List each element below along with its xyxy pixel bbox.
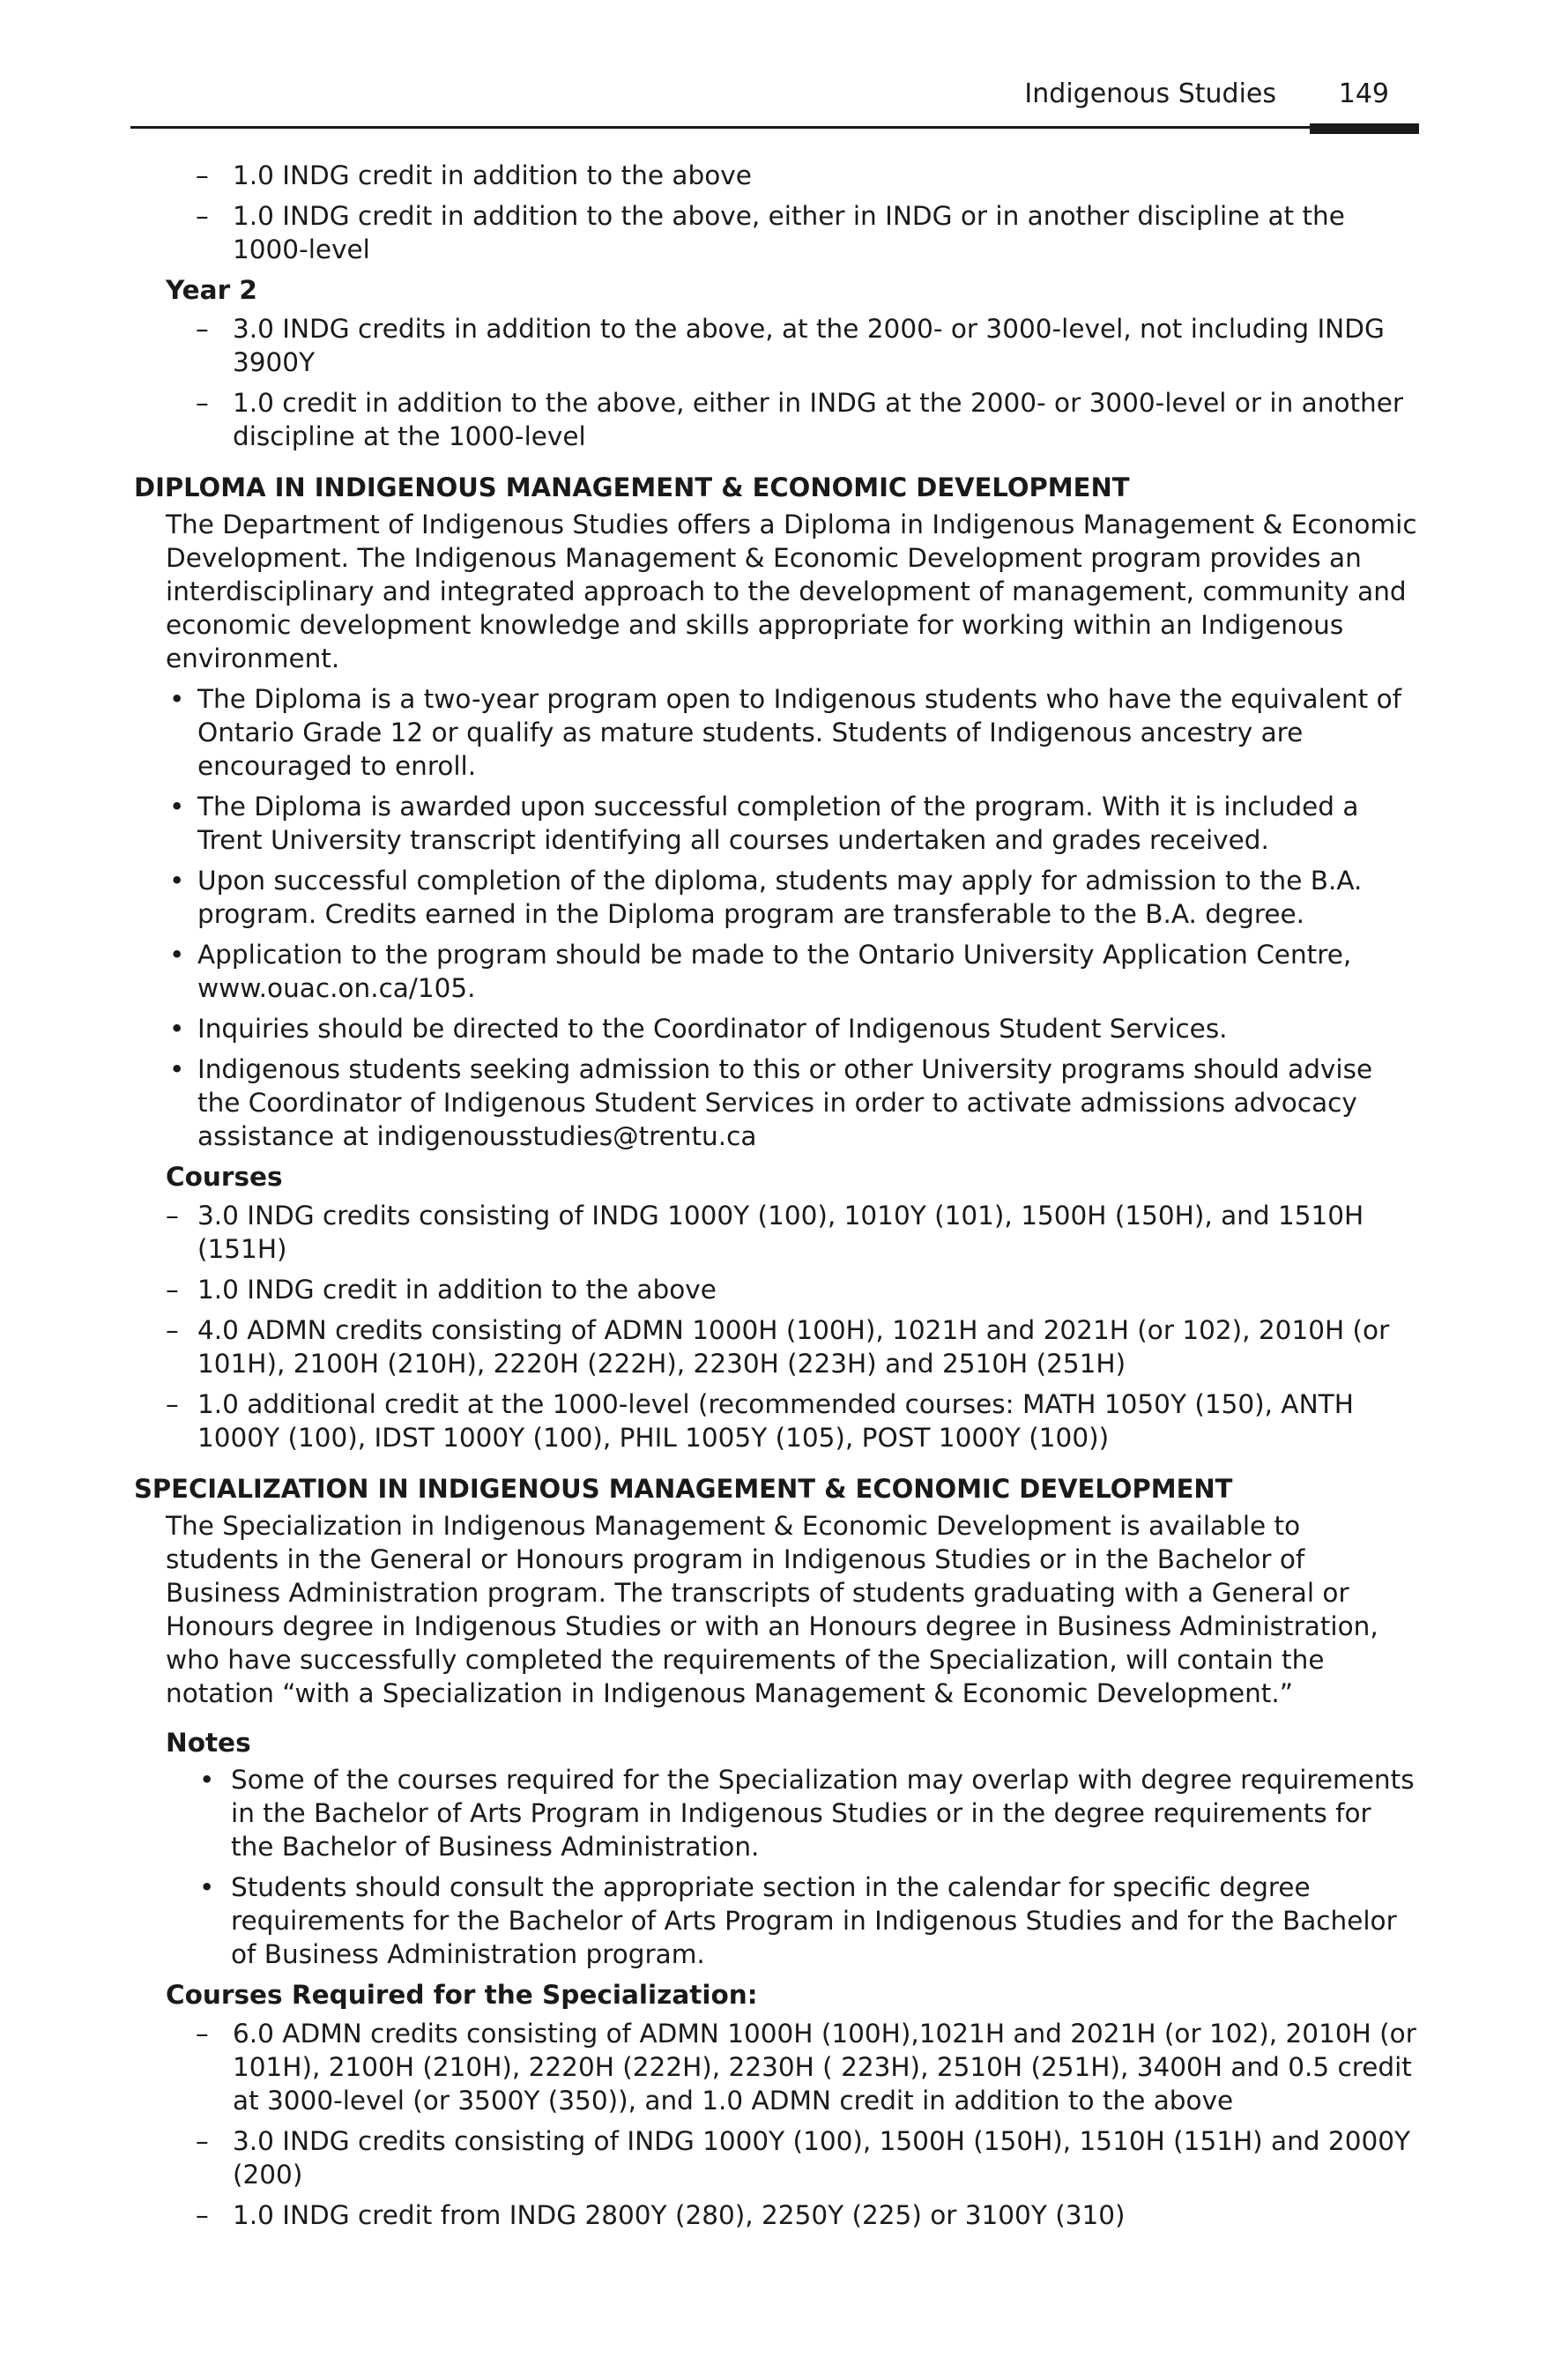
list-item [134, 1313, 1421, 1380]
bullet-marker: • [199, 1872, 215, 1902]
year1-continued-list [134, 159, 1421, 266]
year2-label: Year 2 [166, 275, 257, 305]
dash-marker: – [196, 388, 209, 418]
diploma-courses-list [134, 1199, 1421, 1454]
dash-marker: – [166, 1389, 179, 1419]
list-item-text: Upon successful completion of the diploma, students may apply for admission to the B.A. program. Credits earned in the Diploma program are transferable to the B.A. degree. [197, 866, 1363, 929]
bullet-marker: • [169, 940, 185, 970]
diploma-bullet-list [134, 682, 1421, 1153]
list-item [134, 790, 1421, 857]
list-item [134, 2017, 1421, 2117]
list-item-text: 1.0 INDG credit in addition to the above [197, 1275, 717, 1305]
dash-marker: – [166, 1201, 179, 1231]
specialization-heading: SPECIALIZATION IN INDIGENOUS MANAGEMENT & ECONOMIC DEVELOPMENT [134, 1474, 1233, 1504]
list-item [134, 1871, 1421, 1971]
list-item-text: Some of the courses required for the Specialization may overlap with degree requirements in the Bachelor of Arts Program in Indigenous Studies or in the degree requirements for the Bachelor of Business Administration. [231, 1765, 1415, 1862]
list-item [134, 1273, 1421, 1306]
list-item [134, 938, 1421, 1005]
list-item [134, 386, 1421, 453]
bullet-marker: • [199, 1765, 215, 1795]
list-item [134, 159, 1421, 192]
running-title: Indigenous Studies [1024, 78, 1276, 109]
list-item-text: 1.0 additional credit at the 1000-level (recommended courses: MATH 1050Y (150), ANTH 1000Y (100), IDST 1000Y (100), PHIL 1005Y (105), POST 1000Y (100)) [197, 1389, 1354, 1453]
list-item-text: The Diploma is awarded upon successful completion of the program. With it is included a Trent University transcript identifying all courses undertaken and grades received. [197, 792, 1359, 855]
bullet-marker: • [169, 684, 185, 714]
header-tab-bar [1310, 123, 1419, 134]
list-item [134, 2124, 1421, 2191]
dash-marker: – [196, 2200, 209, 2230]
list-item-text: Students should consult the appropriate section in the calendar for specific degree requirements for the Bachelor of Arts Program in Indigenous Studies and for the Bachelor of Business Administration program. [231, 1872, 1397, 1969]
dash-marker: – [166, 1275, 179, 1305]
header-rule [130, 126, 1419, 129]
dash-marker: – [166, 1315, 179, 1345]
list-item-text: Indigenous students seeking admission to this or other University programs should advise the Coordinator of Indigenous Student Services in order to activate admissions advocacy assistance at indigenousstudies@trentu.ca [197, 1054, 1373, 1151]
bullet-marker: • [169, 1054, 185, 1084]
list-item [134, 199, 1421, 266]
list-item-text: 3.0 INDG credits in addition to the above, at the 2000- or 3000-level, not including INDG 3900Y [233, 314, 1385, 377]
list-item [134, 312, 1421, 379]
list-item [134, 864, 1421, 931]
page-number: 149 [1338, 78, 1389, 109]
list-item [134, 1012, 1421, 1045]
page-content [134, 159, 1421, 2239]
dash-marker: – [196, 2126, 209, 2156]
list-item-text: 1.0 INDG credit in addition to the above, either in INDG or in another discipline at the 1000-level [233, 201, 1345, 264]
page-header [130, 78, 1419, 129]
list-item-text: Application to the program should be made to the Ontario University Application Centre, www.ouac.on.ca/105. [197, 940, 1352, 1003]
dash-marker: – [196, 160, 209, 190]
year2-list [134, 312, 1421, 453]
list-item-text: 1.0 INDG credit from INDG 2800Y (280), 2250Y (225) or 3100Y (310) [233, 2200, 1126, 2230]
list-item-text: 3.0 INDG credits consisting of INDG 1000Y (100), 1500H (150H), 1510H (151H) and 2000Y (200) [233, 2126, 1411, 2190]
list-item [134, 1387, 1421, 1454]
dash-marker: – [196, 201, 209, 231]
list-item-text: 6.0 ADMN credits consisting of ADMN 1000H (100H),1021H and 2021H (or 102), 2010H (or 101H), 2100H (210H), 2220H (222H), 2230H ( 223H), 2510H (251H), 3400H and 0.5 credit at 3000-level (or 3500Y (350)), and 1.0 ADMN credit in addition to the above [233, 2019, 1416, 2116]
list-item-text: 3.0 INDG credits consisting of INDG 1000Y (100), 1010Y (101), 1500H (150H), and 1510H (151H) [197, 1201, 1364, 1264]
required-courses-label: Courses Required for the Specialization: [166, 1980, 758, 2010]
dash-marker: – [196, 2019, 209, 2049]
list-item-text: Inquiries should be directed to the Coordinator of Indigenous Student Services. [197, 1014, 1228, 1044]
list-item-text: 1.0 INDG credit in addition to the above [233, 160, 752, 190]
notes-label: Notes [166, 1728, 251, 1758]
required-courses-list [134, 2017, 1421, 2232]
diploma-intro: The Department of Indigenous Studies offers a Diploma in Indigenous Management & Economic Development. The Indigenous Management & Economic Development program provides an interdisciplinary and integrated approach to the development of management, community and economic development knowledge and skills appropriate for working within an Indigenous environment. [166, 509, 1417, 673]
list-item-text: 1.0 credit in addition to the above, either in INDG at the 2000- or 3000-level or in another discipline at the 1000-level [233, 388, 1404, 451]
bullet-marker: • [169, 866, 185, 896]
dash-marker: – [196, 314, 209, 344]
list-item [134, 682, 1421, 783]
diploma-courses-label: Courses [166, 1162, 283, 1192]
list-item [134, 1763, 1421, 1863]
list-item-text: The Diploma is a two-year program open to Indigenous students who have the equivalent of Ontario Grade 12 or qualify as mature students. Students of Indigenous ancestry are encouraged to enroll. [197, 684, 1402, 781]
notes-list [134, 1763, 1421, 1971]
list-item [134, 1052, 1421, 1153]
diploma-heading: DIPLOMA IN INDIGENOUS MANAGEMENT & ECONOMIC DEVELOPMENT [134, 472, 1130, 502]
specialization-intro: The Specialization in Indigenous Management & Economic Development is available to students in the General or Honours program in Indigenous Studies or in the Bachelor of Business Administration program. The transcripts of students graduating with a General or Honours degree in Indigenous Studies or with an Honours degree in Business Administration, who have successfully completed the requirements of the Specialization, will contain the notation “with a Specialization in Indigenous Management & Economic Development.” [166, 1511, 1378, 1708]
bullet-marker: • [169, 1014, 185, 1044]
list-item [134, 1199, 1421, 1266]
list-item [134, 2198, 1421, 2232]
list-item-text: 4.0 ADMN credits consisting of ADMN 1000H (100H), 1021H and 2021H (or 102), 2010H (or 101H), 2100H (210H), 2220H (222H), 2230H (223H) and 2510H (251H) [197, 1315, 1390, 1379]
bullet-marker: • [169, 792, 185, 822]
